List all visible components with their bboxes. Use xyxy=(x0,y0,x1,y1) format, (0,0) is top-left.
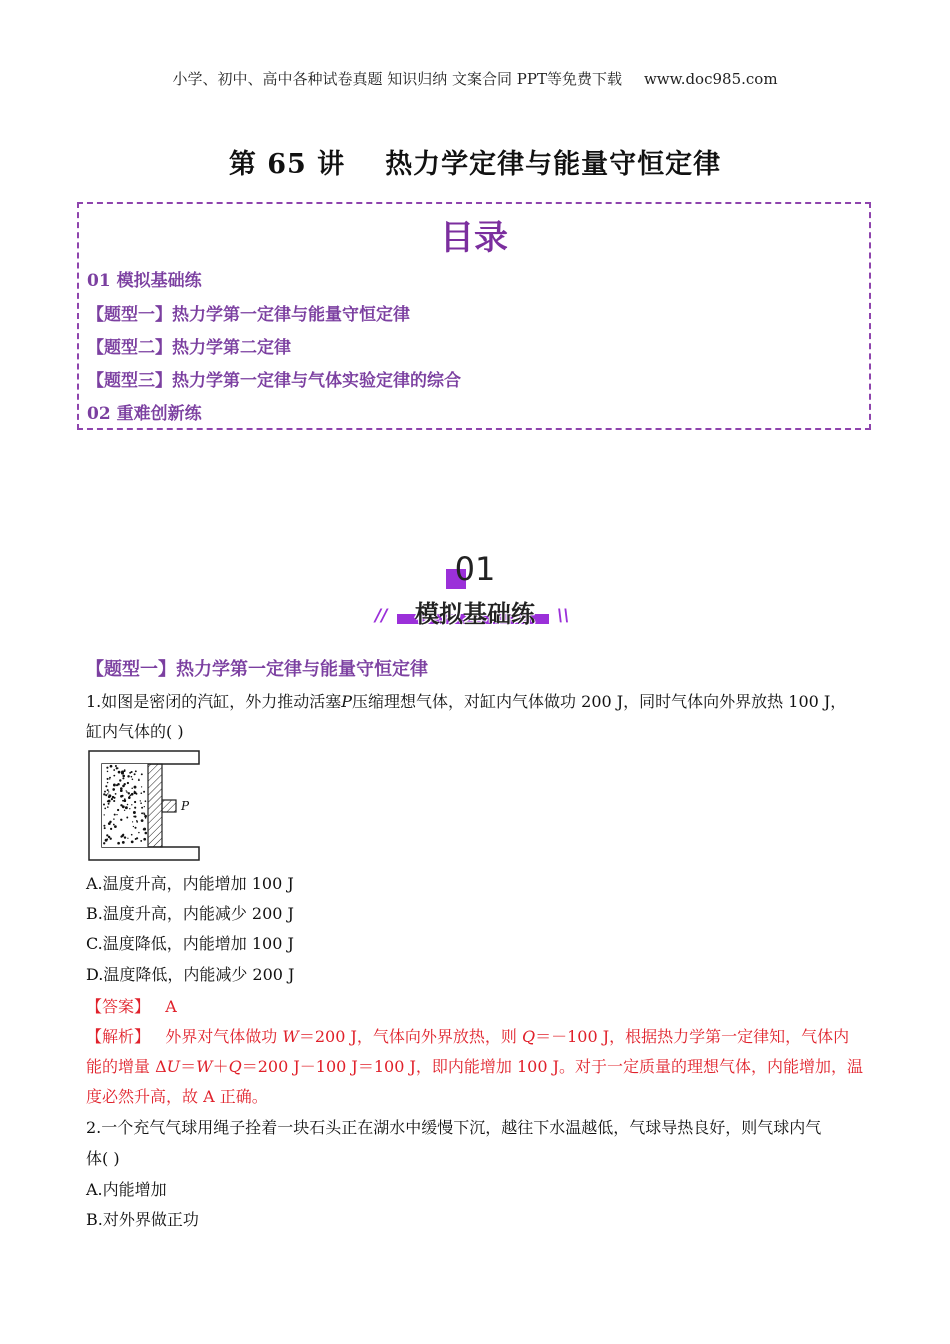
gas-particle xyxy=(110,828,112,830)
header-site-link[interactable]: www.doc985.com xyxy=(643,70,778,88)
gas-particle xyxy=(104,814,105,815)
gas-particle xyxy=(124,810,125,811)
table-of-contents xyxy=(77,202,871,430)
gas-particle xyxy=(122,785,125,788)
gas-particle xyxy=(120,795,123,798)
gas-particle xyxy=(135,838,137,840)
gas-particle xyxy=(133,811,136,814)
q1-variable-p: P xyxy=(341,692,353,711)
gas-particle xyxy=(116,814,117,815)
gas-particle xyxy=(117,809,119,811)
gas-particle xyxy=(134,827,136,829)
gas-particle xyxy=(120,819,122,821)
gas-particle xyxy=(122,805,125,808)
gas-particle xyxy=(104,791,106,793)
gas-particle xyxy=(103,842,105,844)
gas-particle xyxy=(113,769,115,771)
gas-particle xyxy=(128,792,130,794)
gas-particle xyxy=(103,793,105,795)
gas-particle xyxy=(107,793,108,794)
gas-particle xyxy=(119,779,121,781)
gas-particle xyxy=(145,800,147,802)
gas-particle xyxy=(134,801,136,803)
gas-particle xyxy=(113,800,115,802)
analysis-text: ＝200 J－100 J＝100 J，即内能增加 100 J。对于一定质量的理想气体，内能增加，温 xyxy=(241,1057,863,1076)
gas-particle xyxy=(143,838,146,841)
gas-particle xyxy=(131,787,133,789)
gas-particle xyxy=(114,825,117,828)
gas-particle xyxy=(131,793,134,796)
q2-option-b: B.对外界做正功 xyxy=(86,1210,199,1229)
gas-particle xyxy=(124,800,126,802)
q1-option-b: B.温度升高，内能减少 200 J xyxy=(86,904,294,923)
gas-particle xyxy=(131,776,133,778)
gas-particle xyxy=(144,806,145,807)
q1-stem-line-2: 缸内气体的( ) xyxy=(86,722,184,741)
gas-particle xyxy=(145,832,148,835)
gas-particle xyxy=(134,786,137,789)
gas-particle xyxy=(117,768,118,769)
slash-right-decoration: \\ xyxy=(557,606,570,626)
gas-particle xyxy=(104,808,106,810)
lecture-topic: 热力学定律与能量守恒定律 xyxy=(385,149,722,180)
gas-particle xyxy=(108,791,109,792)
header-text: 小学、初中、高中各种试卷真题 知识归纳 文案合同 PPT等免费下载 xyxy=(172,70,622,88)
section-title: 模拟基础练 xyxy=(415,600,535,628)
gas-particle xyxy=(109,777,111,779)
gas-particle xyxy=(114,814,116,816)
gas-particle xyxy=(109,778,110,779)
gas-particle xyxy=(107,778,109,780)
gas-particle xyxy=(133,816,135,818)
gas-particle xyxy=(110,765,113,768)
gas-particle xyxy=(103,825,105,827)
gas-particle xyxy=(113,775,115,777)
gas-particle xyxy=(127,838,128,839)
analysis-label: 【解析】 xyxy=(86,1027,151,1046)
gas-particle xyxy=(141,786,142,787)
gas-particle xyxy=(134,773,136,775)
analysis-variable: W xyxy=(196,1057,213,1076)
gas-particle xyxy=(124,798,126,800)
gas-particle xyxy=(115,765,117,767)
gas-particle xyxy=(116,784,118,786)
gas-particle xyxy=(111,798,113,800)
gas-particle xyxy=(122,775,125,778)
toc-item-practice-basic[interactable]: 01 模拟基础练 xyxy=(87,271,202,291)
toc-item-type-1[interactable]: 【题型一】热力学第一定律与能量守恒定律 xyxy=(87,305,410,325)
analysis-text: ＋ xyxy=(212,1057,229,1076)
gas-particle xyxy=(127,782,129,784)
gas-particle xyxy=(107,800,109,802)
gas-particle xyxy=(125,806,128,809)
q1-stem-part: 1.如图是密闭的汽缸，外力推动活塞 xyxy=(86,692,342,711)
gas-particle xyxy=(143,791,145,793)
slash-left-decoration: // xyxy=(375,606,388,626)
gas-particle xyxy=(138,832,139,833)
q1-analysis-line-2 xyxy=(86,1054,863,1077)
gas-particle xyxy=(121,771,124,774)
gas-particle xyxy=(138,779,140,781)
gas-particle xyxy=(141,773,143,775)
gas-particle xyxy=(140,792,142,794)
gas-particle xyxy=(107,771,109,773)
gas-particle xyxy=(129,808,130,809)
cylinder-piston-figure xyxy=(88,749,203,862)
gas-particle xyxy=(127,775,129,777)
piston-label: P xyxy=(181,799,190,813)
gas-particle xyxy=(126,817,128,819)
gas-particle xyxy=(133,826,134,827)
analysis-text: ＝－100 J，根据热力学第一定律知，气体内 xyxy=(535,1027,850,1046)
gas-particle xyxy=(122,841,125,844)
q1-analysis-line-1 xyxy=(86,1024,849,1047)
analysis-variable: W xyxy=(282,1027,299,1046)
gas-particle xyxy=(113,784,116,787)
q1-option-a: A.温度升高，内能增加 100 J xyxy=(86,874,294,893)
gas-particle xyxy=(107,782,108,783)
analysis-text: ＝200 J，气体向外界放热，则 xyxy=(298,1027,522,1046)
gas-particle xyxy=(144,815,147,818)
gas-particle xyxy=(120,789,123,792)
gas-particle xyxy=(117,842,120,845)
gas-particle xyxy=(120,835,122,837)
gas-particle xyxy=(141,819,144,822)
gas-particle xyxy=(140,802,142,804)
gas-particle xyxy=(132,821,133,822)
answer-value: A xyxy=(165,997,177,1016)
toc-item-practice-advanced[interactable]: 02 重难创新练 xyxy=(87,404,202,424)
gas-particle xyxy=(136,820,138,822)
gas-particle xyxy=(135,770,137,772)
section-number: 01 xyxy=(454,550,496,588)
gas-particle xyxy=(140,800,141,801)
gas-particle xyxy=(106,767,108,769)
gas-particle xyxy=(123,834,124,835)
lecture-number: 第 65 讲 xyxy=(228,149,346,180)
gas-particle xyxy=(108,794,111,797)
gas-particle xyxy=(126,790,127,791)
q2-option-a: A.内能增加 xyxy=(86,1180,167,1199)
q1-answer xyxy=(86,994,177,1017)
gas-particle xyxy=(105,794,107,796)
gas-particle xyxy=(106,834,108,836)
q1-option-d: D.温度降低，内能减少 200 J xyxy=(86,965,295,984)
section-banner xyxy=(375,548,575,638)
gas-particle xyxy=(110,838,112,840)
toc-item-type-3[interactable]: 【题型三】热力学第一定律与气体实验定律的综合 xyxy=(87,371,461,391)
q1-stem-part: 压缩理想气体，对缸内气体做功 200 J，同时气体向外界放热 100 J， xyxy=(352,692,847,711)
gas-particle xyxy=(140,840,142,842)
q1-analysis-line-3: 度必然升高，故 A 正确。 xyxy=(86,1087,268,1106)
gas-particle xyxy=(141,807,143,809)
analysis-variable: Q xyxy=(228,1057,242,1076)
gas-particle xyxy=(108,822,111,825)
gas-particle xyxy=(115,793,117,795)
gas-particle xyxy=(141,812,143,814)
q1-stem-line-1 xyxy=(86,689,846,712)
analysis-variable: U xyxy=(166,1057,181,1076)
gas-particle xyxy=(113,789,115,791)
gas-particle xyxy=(108,803,110,805)
gas-particle xyxy=(131,841,134,844)
gas-particle xyxy=(129,772,131,774)
q2-stem-line-1: 2.一个充气气球用绳子拴着一块石头正在湖水中缓慢下沉，越往下水温越低，气球导热良好，则气球内气 xyxy=(86,1118,822,1137)
gas-particle xyxy=(106,838,108,840)
gas-particle xyxy=(134,807,136,809)
page-header xyxy=(0,68,950,89)
gas-particle xyxy=(132,779,134,781)
gas-particle xyxy=(103,803,105,805)
gas-particle xyxy=(107,789,109,791)
toc-heading: 目录 xyxy=(440,218,508,258)
gas-particle xyxy=(113,796,114,797)
gas-particle xyxy=(126,791,127,792)
lecture-title xyxy=(0,142,950,181)
type-1-heading: 【题型一】热力学第一定律与能量守恒定律 xyxy=(86,659,428,680)
gas-particle xyxy=(122,777,124,779)
gas-particle xyxy=(118,771,121,774)
toc-item-type-2[interactable]: 【题型二】热力学第二定律 xyxy=(87,338,291,358)
gas-particle xyxy=(124,836,126,838)
gas-particle xyxy=(105,785,107,787)
gas-particle xyxy=(122,800,124,802)
gas-particle xyxy=(107,806,109,808)
q1-option-c: C.温度降低，内能增加 100 J xyxy=(86,934,294,953)
gas-particle xyxy=(131,834,133,836)
gas-particle xyxy=(143,812,144,813)
gas-particle xyxy=(145,817,146,818)
analysis-text: 能的增量 Δ xyxy=(86,1057,167,1076)
analysis-text: 外界对气体做功 xyxy=(165,1027,283,1046)
gas-particle xyxy=(104,827,106,829)
analysis-text: ＝ xyxy=(180,1057,197,1076)
analysis-variable: Q xyxy=(521,1027,536,1046)
gas-particle xyxy=(127,804,129,806)
gas-particle xyxy=(113,824,115,826)
gas-particle xyxy=(134,791,135,792)
gas-particle xyxy=(143,828,146,831)
gas-particle xyxy=(113,818,114,819)
q2-stem-line-2: 体( ) xyxy=(86,1149,120,1168)
answer-label: 【答案】 xyxy=(86,997,151,1016)
gas-particle xyxy=(131,804,132,805)
